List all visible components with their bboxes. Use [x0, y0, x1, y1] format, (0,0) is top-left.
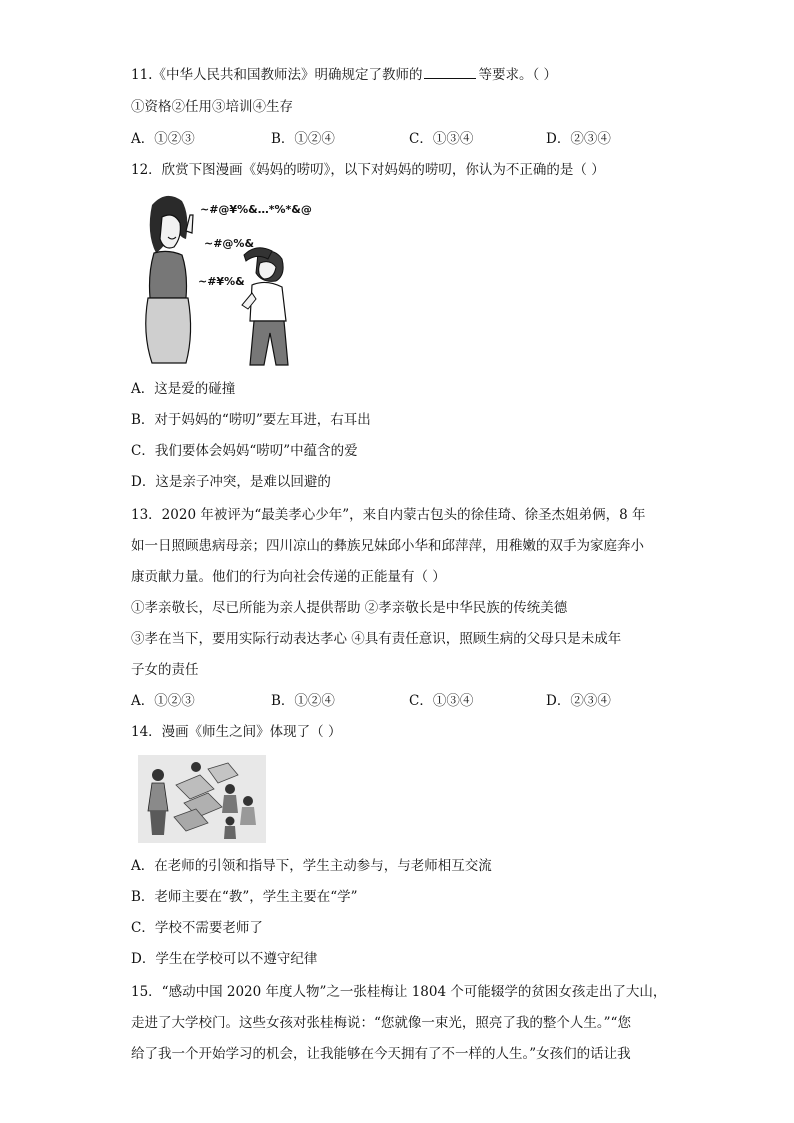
q13-line-1: 13．2020 年被评为“最美孝心少年”，来自内蒙古包头的徐佳琦、徐圣杰姐弟俩，8 年 [131, 507, 646, 523]
q11-option-c: C．①③④ [409, 131, 474, 147]
q13-line-4: ①孝亲敬长，尽已所能为亲人提供帮助 ②孝亲敬长是中华民族的传统美德 [131, 600, 568, 616]
q14-option-a: A．在老师的引领和指导下，学生主动参与，与老师相互交流 [131, 858, 492, 874]
cartoon-text-2: ~#@%& [204, 237, 255, 250]
q12-option-a: A．这是爱的碰撞 [131, 381, 236, 397]
q11-stem [131, 66, 557, 84]
q11-stem-before: 11.《中华人民共和国教师法》明确规定了教师的 [131, 67, 423, 83]
mother-nagging-cartoon [138, 193, 312, 368]
q13-line-2: 如一日照顾患病母亲；四川凉山的彝族兄妹邱小华和邱萍萍，用稚嫩的双手为家庭奔小 [131, 538, 644, 554]
cartoon-text-1: ~#@¥%&…*%*&@ [200, 203, 312, 216]
q12-stem: 12．欣赏下图漫画《妈妈的唠叨》，以下对妈妈的唠叨，你认为不正确的是（ ） [131, 162, 605, 178]
q11-stem-after: 等要求。（ ） [478, 67, 558, 83]
q15-line-2: 走进了大学校门。这些女孩对张桂梅说：“您就像一束光，照亮了我的整个人生。”“您 [131, 1015, 631, 1031]
q12-option-d: D．这是亲子冲突，是难以回避的 [131, 474, 331, 490]
q13-option-d: D．②③④ [546, 693, 611, 709]
q14-option-c: C．学校不需要老师了 [131, 920, 263, 936]
cartoon-text-3: ~#¥%& [198, 275, 245, 288]
q11-option-d: D．②③④ [546, 131, 611, 147]
q11-blank [424, 66, 476, 79]
q14-stem: 14．漫画《师生之间》体现了（ ） [131, 724, 342, 740]
q12-option-c: C．我们要体会妈妈“唠叨”中蕴含的爱 [131, 443, 358, 459]
q13-option-c: C．①③④ [409, 693, 474, 709]
q14-option-d: D．学生在学校可以不遵守纪律 [131, 951, 318, 967]
teacher-student-cartoon [138, 755, 266, 843]
q11-option-a: A．①②③ [131, 131, 195, 147]
q11-items: ①资格②任用③培训④生存 [131, 99, 293, 115]
q12-option-b: B．对于妈妈的“唠叨”要左耳进，右耳出 [131, 412, 371, 428]
q13-line-5: ③孝在当下，要用实际行动表达孝心 ④具有责任意识，照顾生病的父母只是未成年 [131, 631, 622, 647]
q13-option-a: A．①②③ [131, 693, 195, 709]
q14-option-b: B．老师主要在“教”，学生主要在“学” [131, 889, 358, 905]
q15-line-1: 15．“感动中国 2020 年度人物”之一张桂梅让 1804 个可能辍学的贫困女孩走出了大山， [131, 984, 667, 1000]
q11-option-b: B．①②④ [271, 131, 335, 147]
q13-line-6: 子女的责任 [131, 662, 199, 678]
q15-line-3: 给了我一个开始学习的机会，让我能够在今天拥有了不一样的人生。”女孩们的话让我 [131, 1046, 631, 1062]
q13-option-b: B．①②④ [271, 693, 335, 709]
q13-line-3: 康贡献力量。他们的行为向社会传递的正能量有（ ） [131, 569, 446, 585]
